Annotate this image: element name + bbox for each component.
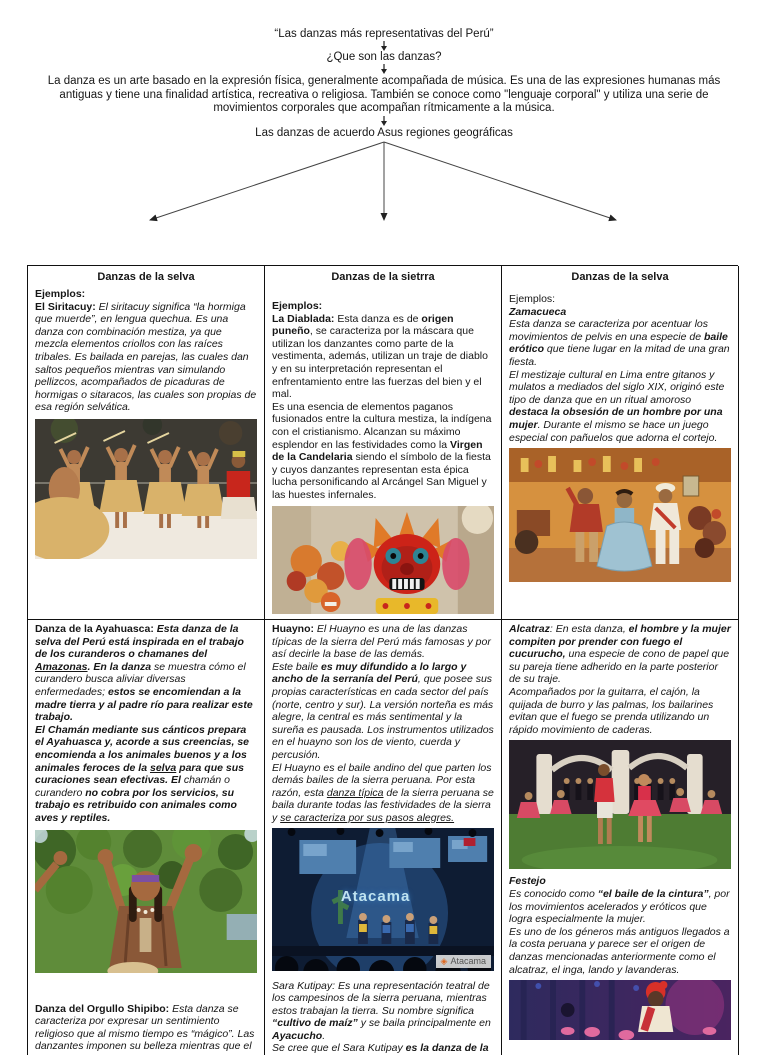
atacama-stage-photo	[272, 828, 494, 971]
down-arrow-icon	[378, 64, 390, 74]
diablada-text: Ejemplos: La Diablada: Esta danza es de origen puneño, se caracteriza por la máscara que utilizan los danzantes como parte de la vestimenta, además, utilizan un traje de diablo y en su interpretación representan el enfrentamiento entre las fuerzas del bien y el mal. Es una esencia de elementos paganos fusionados entre la cultura mestiza, la indígena con el cristianismo. Alcanzan su máximo esplendor en las festividades como la Virgen de la Candelaria siendo el símbolo de la fiesta y cuyos danzantes representan esta épica lucha personificando al Arcángel San Miguel y las huestes infernales.	[272, 300, 494, 502]
branch-connector	[0, 140, 768, 224]
atacama-watermark-text: Atacama	[450, 956, 486, 966]
festejo-heading: Festejo	[509, 875, 731, 888]
intro-paragraph: La danza es un arte basado en la expresión física, generalmente acompañada de música. Es una de las expresiones humanas más antiguas y tiene una finalidad artística, recreativa o religiosa. También se conoce como "lenguaje corporal" y utiliza una serie de movimientos corporales que acompañan rítmicamente a la música.	[26, 75, 742, 116]
huayno-text: Huayno: El Huayno es una de las danzas típicas de la sierra del Perú más famosas y por así decirle la base de las demás. Este baile es muy difundido a lo largo y ancho de la serranía del Perú, que posee sus propias características en cada sector del país (norte, centro y sur). La versión norteña es más alegre, la central es más sentimental y la sureña es pausada. Los instrumentos utilizados en el huayno son los de viento, cuerda y percusión. El Huayno es el baile andino del que parten los demás bailes de la sierra peruana. Por esta razón, esta danza típica de la sierra peruana se baila durante todas las festividades de la sierra y se caracteriza por sus pasos alegres.	[272, 623, 494, 825]
alcatraz-dancers-photo	[509, 740, 731, 869]
cell-sierra-row1	[265, 266, 502, 620]
atacama-stage-text: Atacama	[341, 888, 411, 905]
siritacuy-text: Ejemplos: El Siritacuy: El siritacuy significa “la hormiga que muerde”, en lengua quechua. Es una danza con combinación mestiza, ya que mezcla elementos criollos con las raíces tribales. Es bailada en parejas, las cuales dan saltos pequeños mientras van simulando pellizcos, acompañados de picaduras de hormigas o sitaracos, las cuales son propias de esa región selvática.	[35, 288, 257, 414]
zamacueca-painting	[509, 448, 731, 582]
cell-selva-row1	[28, 266, 265, 620]
cell-sierra-row2	[265, 620, 502, 1055]
alcatraz-text: Alcatraz: En esta danza, el hombre y la mujer compiten por prender con fuego el cucurucho, una especie de cono de papel que su pareja tiene adherido en la parte posterior de su traje. Acompañados por la guitarra, el cajón, la quijada de burro y las palmas, los bailarines evitan que el fuego se prenda utilizando un rápido movimiento de caderas.	[509, 623, 731, 736]
dances-table	[27, 265, 738, 1055]
concept-map-header	[0, 28, 768, 224]
branch-label: Las danzas de acuerdo Asus regiones geográficas	[0, 127, 768, 140]
question-label: ¿Que son las danzas?	[0, 51, 768, 64]
festejo-text: Es conocido como “el baile de la cintura”, por los movimientos acelerados y eróticos que logra especialmente la mujer. Es uno de los géneros más antiguos llegados a la costa peruana y parece ser el origen de danzas mencionadas anteriormente como el alcatraz, el inga, lando y lavanderas.	[509, 888, 731, 976]
atacama-logo-icon: ◈	[441, 956, 448, 967]
document-page	[0, 28, 768, 1052]
shaman-photo	[35, 830, 257, 973]
diablada-mask-photo	[272, 506, 494, 614]
shipibo-text: Danza del Orgullo Shipibo: Esta danza se caracteriza por expresar un sentimiento religioso que al mismo tiempo es “mágico”. Las danzantes imponen su belleza mientras que el	[35, 1003, 257, 1053]
column-header-costa: Danzas de la selva	[509, 271, 731, 283]
down-arrow-icon	[378, 116, 390, 126]
column-header-selva: Danzas de la selva	[35, 271, 257, 283]
page-title: “Las danzas más representativas del Perú”	[0, 28, 768, 41]
column-header-sierra: Danzas de la sietrra	[272, 271, 494, 283]
atacama-watermark	[436, 955, 491, 968]
zamacueca-text: Ejemplos: Zamacueca Esta danza se caracteriza por acentuar los movimientos de pelvis en una especie de baile erótico que tiene lugar en la mitad de una gran fiesta. El mestizaje cultural en Lima entre gitanos y mulatos a mediados del siglo XIX, originó este tipo de danza que en un ritual amoroso destaca la obsesión de un hombre por una mujer. Durante el mismo se hace un juego especial con pañuelos que adorna el cortejo.	[509, 293, 731, 444]
cell-costa-row1	[502, 266, 739, 620]
down-arrow-icon	[378, 41, 390, 51]
cell-costa-row2	[502, 620, 739, 1055]
ayahuasca-text: Danza de la Ayahuasca: Esta danza de la selva del Perú está inspirada en el trabajo de los curanderos o chamanes del Amazonas. En la danza se muestra cómo el curandero busca aliviar diversas enfermedades; estos se encomiendan a la madre tierra y al padre río para realizar este trabajo. El Chamán mediante sus cánticos prepara el Ayahuasca y, acorde a sus creencias, se encomienda a los animales buenos y a los animales feroces de la selva para que sus curaciones sean efectivas. El chamán o curandero no cobra por los servicios, su trabajo es retribuido con animales como aves y reptiles.	[35, 623, 257, 825]
sara-kutipay-text: Sara Kutipay: Es una representación teatral de los campesinos de la sierra peruana, mientras estos trabajan la tierra. Su nombre significa “cultivo de maíz” y se baila principalmente en Ayacucho. Se cree que el Sara Kutipay es la danza de la	[272, 980, 494, 1055]
festejo-stage-photo	[509, 980, 731, 1040]
cell-selva-row2	[28, 620, 265, 1055]
siritacuy-dancers-photo	[35, 419, 257, 559]
